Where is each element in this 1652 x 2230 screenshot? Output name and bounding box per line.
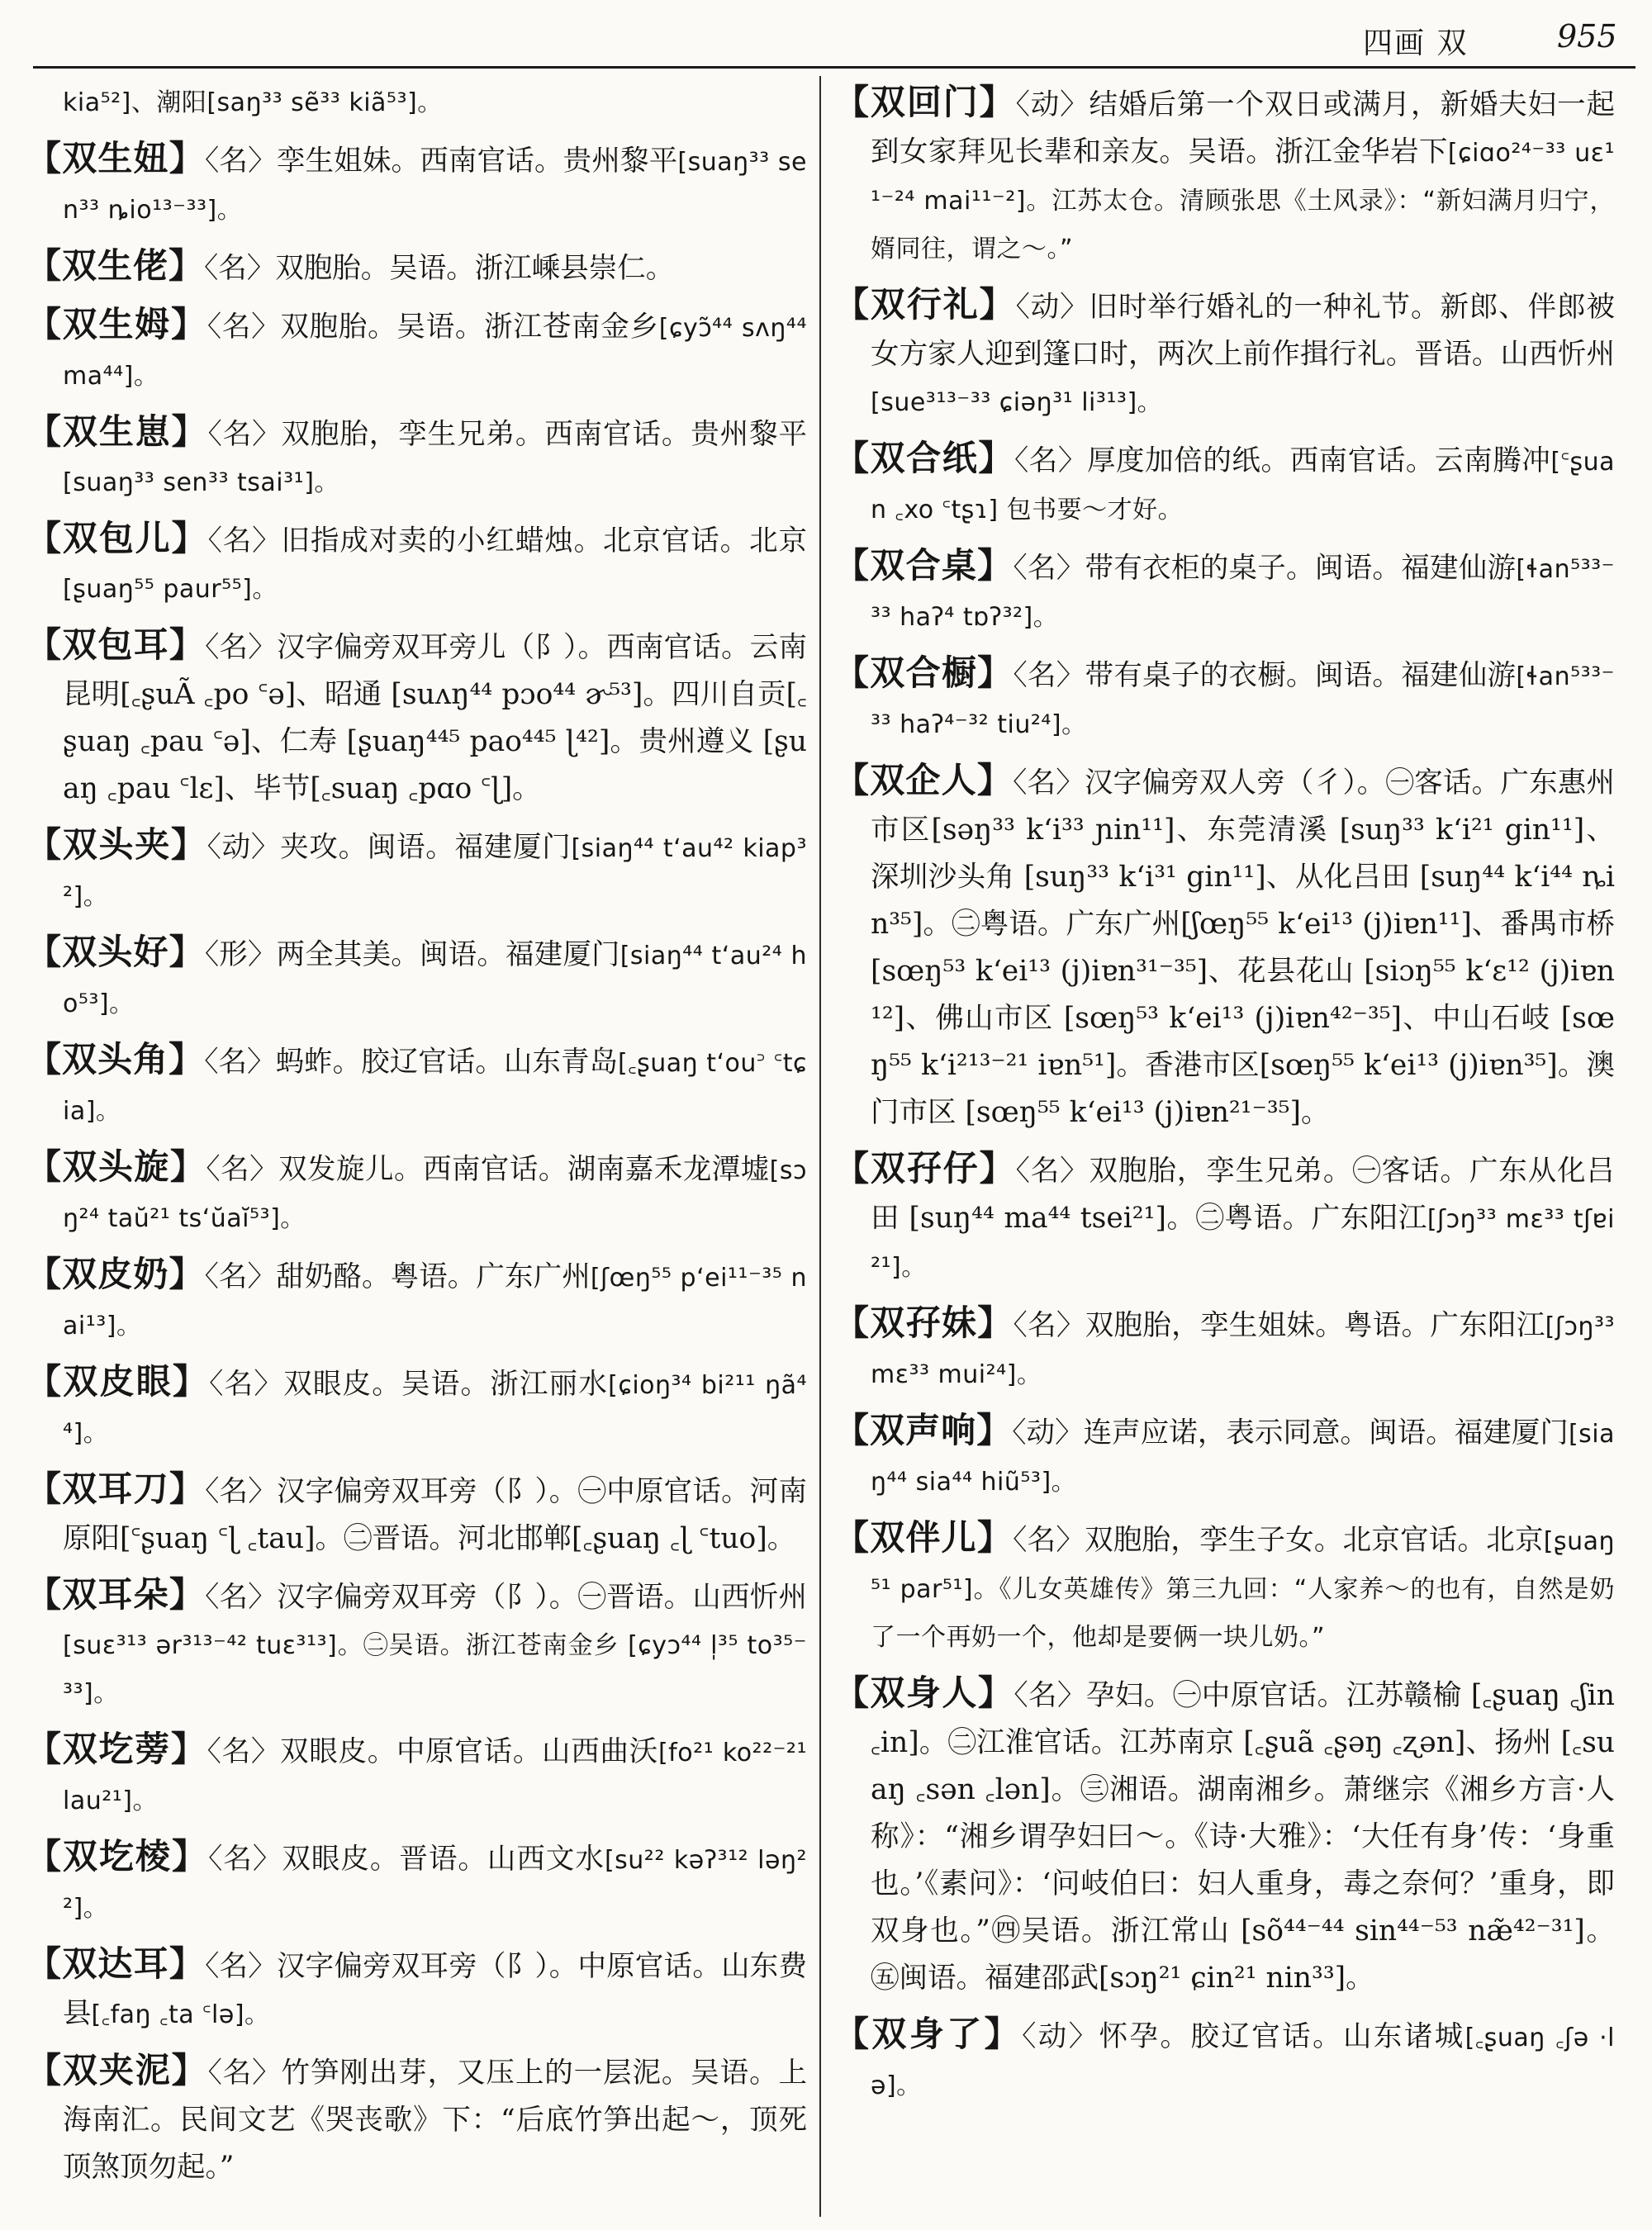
dictionary-entry bbox=[26, 408, 807, 506]
dictionary-entry bbox=[26, 78, 807, 126]
entry-definition: 〈名〉双眼皮。吴语。浙江丽水 bbox=[209, 1368, 609, 1401]
column-divider bbox=[819, 76, 821, 2217]
entry-pronunciation: [꜂ʂuan ꜀xo ꜂tʂɿ] 包书要～才好。 bbox=[871, 448, 1615, 524]
page-header bbox=[0, 0, 1652, 73]
entry-definition: 〈名〉带有桌子的衣橱。闽语。福建仙游 bbox=[1013, 659, 1517, 692]
entry-pronunciation: [suaŋ³³ sen³³ tsai³¹]。 bbox=[63, 468, 339, 497]
dictionary-entry bbox=[834, 78, 1615, 273]
dictionary-entry bbox=[834, 1514, 1615, 1661]
entry-headword: 【双圪蒡】 bbox=[26, 1729, 207, 1769]
entry-pronunciation: [ɕiɑo²⁴⁻³³ uɛ¹¹⁻²⁴ mai¹¹⁻²]。江苏太仓。清顾张思《土风录》：“新妇满月归宁，婿同往，谓之～。” bbox=[871, 139, 1615, 263]
dictionary-entry bbox=[26, 1465, 807, 1563]
entry-definition: 〈名〉双胞胎，孪生姐妹。粤语。广东阳江 bbox=[1013, 1309, 1545, 1342]
entry-headword: 【双合桌】 bbox=[834, 545, 1014, 586]
entry-headword: 【双耳朵】 bbox=[26, 1574, 206, 1615]
entry-headword: 【双生姆】 bbox=[26, 304, 207, 344]
entry-definition: 〈名〉双胞胎。吴语。浙江苍南金乡 bbox=[206, 311, 659, 344]
entry-pronunciation: [꜀ʂuaŋ tʻou꜄ ꜂tɕia]。 bbox=[63, 1049, 807, 1126]
entry-pronunciation: [suaŋ³³ sen³³ ȵio¹³⁻³³]。 bbox=[63, 148, 807, 225]
dictionary-entry bbox=[26, 1833, 807, 1932]
dictionary-entry bbox=[834, 1669, 1615, 2002]
entry-definition: 〈动〉夹攻。闽语。福建厦门 bbox=[206, 831, 572, 864]
entry-definition: 〈名〉双胞胎，孪生兄弟。㊀客话。广东从化吕田 [suŋ⁴⁴ ma⁴⁴ tsei²¹]。㊁粤语。广东阳江 bbox=[871, 1155, 1615, 1235]
entry-definition: 〈名〉带有衣柜的桌子。闽语。福建仙游 bbox=[1013, 552, 1517, 585]
entry-headword: 【双耳刀】 bbox=[26, 1468, 206, 1509]
dictionary-entry bbox=[26, 1250, 807, 1350]
entry-headword: 【双行礼】 bbox=[834, 284, 1016, 325]
left-column bbox=[26, 78, 807, 2226]
entry-headword: 【双生崽】 bbox=[26, 411, 208, 452]
dictionary-entry bbox=[26, 928, 807, 1027]
entry-pronunciation: [ʃœŋ⁵⁵ pʻei¹¹⁻³⁵ nai¹³]。 bbox=[63, 1264, 807, 1340]
entry-pronunciation: [siaŋ⁴⁴ tʻau²⁴ ho⁵³]。 bbox=[63, 942, 807, 1018]
dictionary-entry bbox=[26, 821, 807, 920]
entry-pronunciation: [ʃɔŋ³³ mɛ³³ mui²⁴]。 bbox=[871, 1312, 1615, 1389]
entry-pronunciation: [꜀ʂuaŋ ꜀ʃə ·lə]。 bbox=[871, 2024, 1615, 2100]
entry-headword: 【双回门】 bbox=[834, 82, 1016, 122]
dictionary-entry bbox=[26, 1358, 807, 1457]
entry-pronunciation: [ɬan⁵³³⁻³³ haʔ⁴⁻³² tiu²⁴]。 bbox=[871, 662, 1615, 739]
dictionary-entry bbox=[834, 1299, 1615, 1398]
right-column bbox=[834, 78, 1615, 2226]
dictionary-entry bbox=[26, 621, 807, 813]
page-number: 955 bbox=[1557, 18, 1617, 55]
entry-definition: 〈动〉旧时举行婚礼的一种礼节。新郎、伴郎被女方家人迎到篷口时，两次上前作揖行礼。晋语。山西忻州 bbox=[871, 291, 1615, 371]
entry-headword: 【双皮眼】 bbox=[26, 1361, 210, 1402]
entry-pronunciation: [ʃɔŋ³³ mɛ³³ tʃɐi²¹]。 bbox=[871, 1205, 1615, 1282]
entry-definition: 〈名〉孕妇。㊀中原官话。江苏赣榆 [꜀ʂuaŋ ꜀ʃin ꜀in]。㊁江淮官话。江苏南京 [꜀ʂuã ꜀ʂəŋ ꜀ʐən]、扬州 [꜀suaŋ ꜀sən ꜀lən]。㊂湘语。湖南湘乡。萧继宗《湘乡方言·人称》：“湘乡谓孕妇曰～。《诗·大雅》：‘大任有身’传：‘身重也。’《素问》：‘问岐伯曰：妇人重身，毒之奈何？’重身，即双身也。”㊃吴语。浙江常山 [sõ⁴⁴⁻⁴⁴ sin⁴⁴⁻⁵³ næ̃⁴²⁻³¹]。㊄闽语。福建邵武[sɔŋ²¹ ɕin²¹ nin³³]。 bbox=[871, 1679, 1615, 1995]
entry-pronunciation: [ɕioŋ³⁴ bi²¹¹ ŋã⁴⁴]。 bbox=[63, 1371, 807, 1448]
entry-pronunciation: [sue³¹³⁻³³ ɕiəŋ³¹ li³¹³]。 bbox=[871, 388, 1163, 417]
dictionary-entry bbox=[26, 1143, 807, 1242]
entry-headword: 【双声响】 bbox=[834, 1410, 1013, 1450]
entry-pronunciation: [ɬan⁵³³⁻³³ haʔ⁴ tɒʔ³²]。 bbox=[871, 555, 1615, 632]
dictionary-entry bbox=[26, 1940, 807, 2038]
entry-definition: 〈名〉双眼皮。晋语。山西文水 bbox=[208, 1843, 605, 1876]
entry-definition: 〈名〉孪生姐妹。西南官话。贵州黎平 bbox=[204, 145, 678, 178]
entry-definition: 〈名〉甜奶酪。粤语。广东广州 bbox=[204, 1260, 591, 1293]
entry-pronunciation: [siaŋ⁴⁴ sia⁴⁴ hiũ⁵³]。 bbox=[871, 1420, 1615, 1497]
dictionary-entry bbox=[834, 434, 1615, 534]
entry-definition: 〈名〉双眼皮。中原官话。山西曲沃 bbox=[206, 1735, 658, 1768]
entry-definition: 〈形〉两全其美。闽语。福建厦门 bbox=[204, 938, 620, 971]
entry-headword: 【双生妞】 bbox=[26, 138, 205, 178]
entry-headword: 【双合纸】 bbox=[834, 438, 1014, 478]
dictionary-entry bbox=[834, 2010, 1615, 2109]
entry-definition: 〈名〉双发旋儿。西南官话。湖南嘉禾龙潭墟 bbox=[206, 1153, 770, 1186]
dictionary-entry bbox=[834, 1145, 1615, 1291]
entry-definition: 〈名〉竹笋刚出芽，又压上的一层泥。吴语。上海南汇。民间文艺《哭丧歌》下：“后底竹笋出起～，顶死顶煞顶勿起。” bbox=[63, 2057, 807, 2184]
dictionary-entry bbox=[26, 135, 807, 234]
entry-headword: 【双包耳】 bbox=[26, 624, 206, 665]
entry-headword: 【双身人】 bbox=[834, 1672, 1014, 1713]
entry-definition: 〈名〉汉字偏旁双耳旁儿（阝）。西南官话。云南昆明[꜀ʂuÃ ꜀po ꜂ə]、昭通 [suʌŋ⁴⁴ pɔo⁴⁴ ɚ⁵³]。四川自贡[꜀ʂuaŋ ꜀pau ꜂ə]、仁寿 [ʂuaŋ⁴⁴⁵ pao⁴⁴⁵ ɭ⁴²]。贵州遵义 [ʂuaŋ ꜀pau ꜂lɛ]、毕节[꜀suaŋ ꜀pɑo ꜂ɭ]。 bbox=[63, 631, 807, 805]
entry-headword: 【双达耳】 bbox=[26, 1943, 206, 1984]
entry-headword: 【双头夹】 bbox=[26, 824, 207, 865]
entry-definition: 〈名〉汉字偏旁双耳旁（阝）。㊀中原官话。河南原阳[꜂ʂuaŋ ꜂ɭ ꜀tau]。㊁晋语。河北邯郸[꜀ʂuaŋ ꜀ɭ ꜂tuo]。 bbox=[63, 1475, 807, 1555]
entry-pronunciation: [su²² kəʔ³¹² ləŋ²²]。 bbox=[63, 1846, 807, 1923]
entry-pronunciation: [fo²¹ ko²²⁻²¹ lau²¹]。 bbox=[63, 1739, 807, 1815]
dictionary-entry bbox=[834, 649, 1615, 748]
entry-pronunciation: [ʂuaŋ⁵⁵ paur⁵⁵]。 bbox=[63, 575, 278, 604]
entry-headword: 【双夹泥】 bbox=[26, 2050, 208, 2090]
entry-pronunciation: [siaŋ⁴⁴ tʻau⁴² kiap³²]。 bbox=[63, 834, 807, 911]
entry-headword: 【双伴儿】 bbox=[834, 1517, 1014, 1558]
entry-definition: 〈名〉汉字偏旁双耳旁（阝）。中原官话。山东费县 bbox=[63, 1950, 807, 2030]
entry-headword: 【双包儿】 bbox=[26, 518, 208, 558]
entry-pronunciation: [sɔŋ²⁴ taŭ²¹ tsʻŭaĭ⁵³]。 bbox=[63, 1156, 807, 1233]
entry-pronunciation: [꜀faŋ ꜀ta ꜂lə]。 bbox=[91, 2000, 270, 2029]
dictionary-entry bbox=[834, 1407, 1615, 1506]
dictionary-entry bbox=[26, 242, 807, 292]
header-rule bbox=[33, 66, 1635, 69]
entry-definition: 〈名〉蚂蚱。胶辽官话。山东青岛 bbox=[204, 1046, 619, 1079]
entry-pronunciation: kia⁵²]、潮阳[saŋ³³ sẽ³³ kiã⁵³]。 bbox=[63, 88, 443, 117]
entry-headword: 【双企人】 bbox=[834, 760, 1014, 800]
entry-headword: 【双皮奶】 bbox=[26, 1254, 205, 1294]
entry-definition: 〈动〉连声应诺，表示同意。闽语。福建厦门 bbox=[1012, 1416, 1569, 1450]
dictionary-entry bbox=[834, 281, 1615, 426]
entry-definition: 〈名〉双胞胎，孪生兄弟。西南官话。贵州黎平 bbox=[207, 418, 807, 451]
entry-headword: 【双头旋】 bbox=[26, 1146, 206, 1187]
entry-definition: 〈名〉旧指成对卖的小红蜡烛。北京官话。北京 bbox=[207, 524, 807, 558]
entry-pronunciation: [suɛ³¹³ ər³¹³⁻⁴² tuɛ³¹³]。㊁吴语。浙江苍南金乡 [ɕyɔ⁴⁴ l̩³⁵ to³⁵⁻³³]。 bbox=[63, 1631, 807, 1708]
running-title: 四画 双 bbox=[1363, 26, 1469, 60]
dictionary-entry bbox=[834, 542, 1615, 641]
entry-definition: 〈名〉汉字偏旁双人旁（彳）。㊀客话。广东惠州市区[səŋ³³ kʻi³³ ɲin¹¹]、东莞清溪 [suŋ³³ kʻi²¹ gin¹¹]、深圳沙头角 [suŋ³³ kʻi³¹ gin¹¹]、从化吕田 [suŋ⁴⁴ kʻi⁴⁴ ȵin³⁵]。㊁粤语。广东广州[ʃœŋ⁵⁵ kʻei¹³ (j)iɐn¹¹]、番禺市桥 [sœŋ⁵³ kʻei¹³ (j)iɐn³¹⁻³⁵]、花县花山 [siɔŋ⁵⁵ kʻɛ¹² (j)iɐn¹²]、佛山市区 [sœŋ⁵³ kʻei¹³ (j)iɐn⁴²⁻³⁵]、中山石岐 [sœŋ⁵⁵ kʻi²¹³⁻²¹ iɐn⁵¹]。香港市区[sœŋ⁵⁵ kʻei¹³ (j)iɐn³⁵]。澳门市区 [sœŋ⁵⁵ kʻei¹³ (j)iɐn²¹⁻³⁵]。 bbox=[871, 766, 1615, 1129]
dictionary-entry bbox=[26, 2047, 807, 2191]
entry-pronunciation: [ʂuaŋ⁵¹ par⁵¹]。《儿女英雄传》第三九回：“人家养～的也有，自然是奶了一个再奶一个，他却是要俩一块儿奶。” bbox=[871, 1527, 1615, 1652]
entry-definition: 〈动〉怀孕。胶辽官话。山东诸城 bbox=[1022, 2020, 1465, 2053]
entry-headword: 【双身了】 bbox=[834, 2014, 1023, 2054]
dictionary-entry bbox=[26, 1725, 807, 1824]
entry-pronunciation: [ɕyɔ̃⁴⁴ sʌŋ⁴⁴ ma⁴⁴]。 bbox=[63, 314, 807, 391]
entry-headword: 【双合橱】 bbox=[834, 652, 1014, 693]
dictionary-entry bbox=[834, 757, 1615, 1136]
entry-headword: 【双孖仔】 bbox=[834, 1148, 1016, 1189]
entry-headword: 【双头好】 bbox=[26, 932, 205, 972]
entry-definition: 〈名〉厚度加倍的纸。西南官话。云南腾冲 bbox=[1014, 444, 1551, 477]
entry-headword: 【双头角】 bbox=[26, 1039, 205, 1079]
dictionary-entry bbox=[26, 301, 807, 400]
entry-definition: 〈动〉结婚后第一个双日或满月，新婚夫妇一起到女家拜见长辈和亲友。吴语。浙江金华岩下 bbox=[871, 88, 1615, 168]
entry-definition: 〈名〉汉字偏旁双耳旁（阝）。㊀晋语。山西忻州 bbox=[205, 1581, 807, 1614]
dictionary-entry bbox=[26, 1571, 807, 1717]
entry-definition: 〈名〉双胞胎。吴语。浙江嵊县崇仁。 bbox=[204, 252, 675, 285]
entry-headword: 【双圪棱】 bbox=[26, 1836, 209, 1877]
dictionary-entry bbox=[26, 515, 807, 613]
entry-headword: 【双生佬】 bbox=[26, 245, 205, 286]
entry-definition: 〈名〉双胞胎，孪生子女。北京官话。北京 bbox=[1013, 1524, 1544, 1557]
entry-headword: 【双孖妹】 bbox=[834, 1302, 1014, 1343]
dictionary-entry bbox=[26, 1036, 807, 1135]
